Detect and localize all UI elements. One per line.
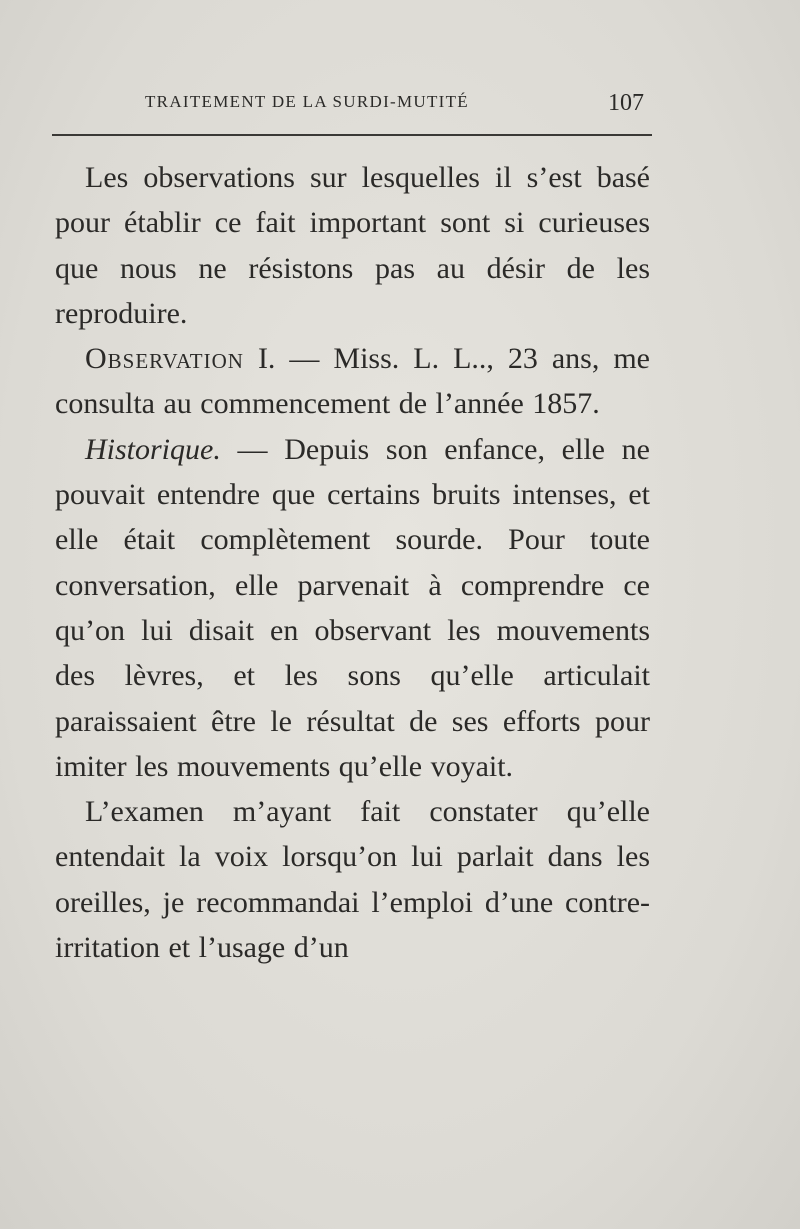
page-number: 107 xyxy=(608,90,644,116)
paragraph-observation-1 xyxy=(55,336,650,427)
running-header xyxy=(52,92,652,122)
paragraph-historique xyxy=(55,427,650,789)
header-rule xyxy=(52,134,652,136)
page-body xyxy=(55,155,650,970)
observation-label: Observation xyxy=(85,342,244,376)
paragraph-observations-intro: Les observations sur lesquelles il s’est basé pour établir ce fait important sont si curieuses que nous ne résistons pas au désir de les reproduire. xyxy=(55,161,650,330)
historique-text: — Depuis son enfance, elle ne pouvait entendre que certains bruits intenses, et elle était complètement sourde. Pour toute conversation, elle parvenait à comprendre ce qu’on lui disait en observant les mouvements des lèvres, et les sons qu’elle articulait paraissaient être le résultat de ses efforts pour imiter les mouvements qu’elle voyait. xyxy=(55,432,650,783)
running-title: TRAITEMENT DE LA SURDI-MUTITÉ xyxy=(145,92,469,111)
observation-text: I. — Miss. L. L.., 23 ans, me consulta au commencement de l’année 1857. xyxy=(55,342,650,421)
paragraph-examen: L’examen m’ayant fait constater qu’elle entendait la voix lorsqu’on lui parlait dans les oreilles, je recommandai l’emploi d’une contre-irritation et l’usage d’un xyxy=(55,795,650,965)
historique-label: Historique. xyxy=(85,432,221,466)
